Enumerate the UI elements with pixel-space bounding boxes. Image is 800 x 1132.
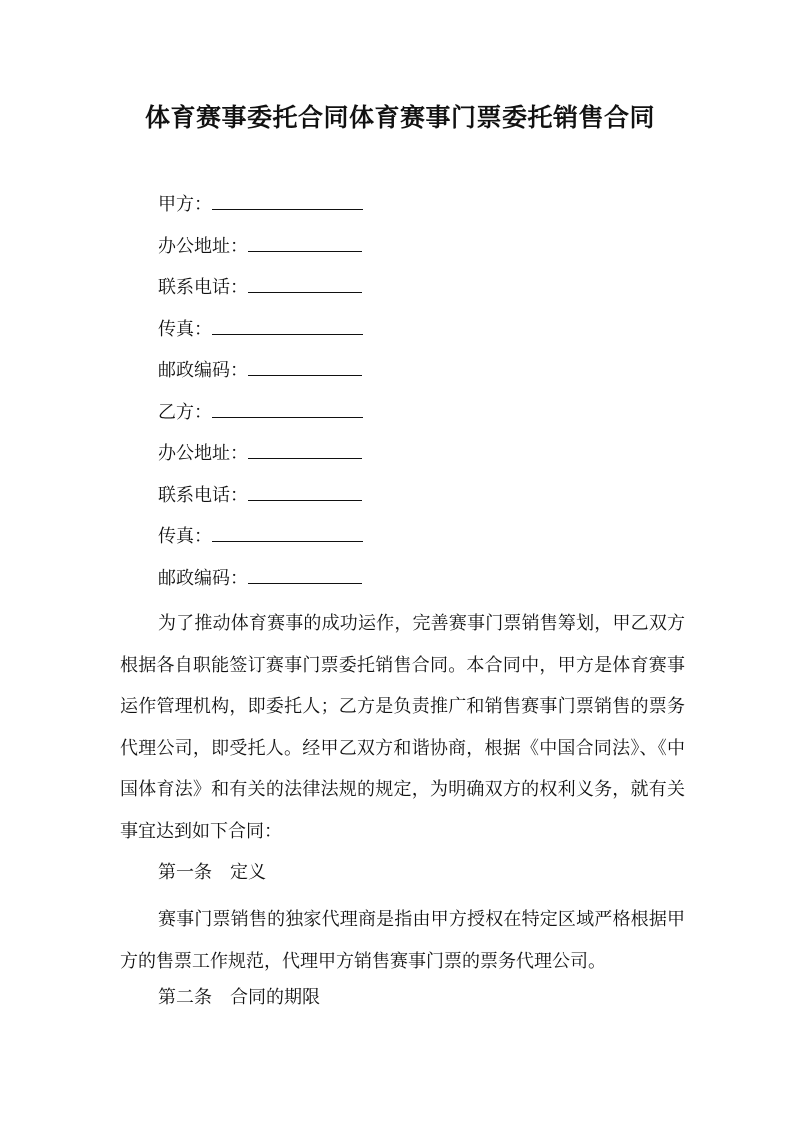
article-1-body: 赛事门票销售的独家代理商是指由甲方授权在特定区域严格根据甲方的售票工作规范，代理甲方销售赛事门票的票务代理公司。 bbox=[120, 909, 685, 972]
party-b-address-label: 办公地址： bbox=[158, 443, 248, 464]
party-b-phone-label: 联系电话： bbox=[158, 484, 248, 506]
party-b-phone-field bbox=[158, 478, 458, 520]
party-a-fax-label: 传真： bbox=[158, 318, 212, 340]
party-a-name-blank bbox=[212, 187, 363, 210]
intro-paragraph: 为了推动体育赛事的成功运作，完善赛事门票销售筹划，甲乙双方根据各自职能签订赛事门票委托销售合同。本合同中，甲方是体育赛事运作管理机构，即委托人；乙方是负责推广和销售赛事门票销售的票务代理公司，即受托人。经甲乙双方和谐协商，根据《中国合同法》、《中国体育法》和有关的法律法规的规定，为明确双方的权利义务，就有关事宜达到如下合同： bbox=[120, 613, 685, 842]
party-b-postcode-field bbox=[158, 561, 458, 603]
party-a-fax-blank bbox=[212, 312, 363, 335]
party-a-address-label: 办公地址： bbox=[158, 235, 248, 257]
article-1-heading: 第一条 定义 bbox=[158, 862, 266, 883]
party-a-fax-field bbox=[158, 312, 458, 354]
article-2-heading: 第二条 合同的期限 bbox=[158, 987, 320, 1008]
party-a-postcode-label: 邮政编码： bbox=[158, 360, 248, 381]
party-b-fax-blank bbox=[212, 519, 363, 542]
party-a-postcode-field bbox=[158, 353, 458, 395]
party-b-postcode-label: 邮政编码： bbox=[158, 567, 248, 589]
party-a-address-blank bbox=[248, 229, 362, 252]
party-a-postcode-blank bbox=[248, 353, 362, 376]
party-a-phone-label: 联系电话： bbox=[158, 277, 248, 298]
party-a-address-field bbox=[158, 229, 458, 271]
party-a-phone-field bbox=[158, 270, 458, 312]
party-a-name-label: 甲方： bbox=[158, 194, 212, 215]
party-a-phone-blank bbox=[248, 270, 362, 293]
party-b-name-field bbox=[158, 395, 458, 437]
party-a-name-field bbox=[158, 187, 458, 229]
party-info-fields bbox=[158, 187, 458, 602]
document-title: 体育赛事委托合同体育赛事门票委托销售合同 bbox=[144, 103, 655, 132]
party-b-postcode-blank bbox=[248, 561, 362, 584]
party-b-fax-field bbox=[158, 519, 458, 561]
party-b-fax-label: 传真： bbox=[158, 526, 212, 547]
party-b-address-field bbox=[158, 436, 458, 478]
party-b-name-label: 乙方： bbox=[158, 401, 212, 423]
intro-section bbox=[120, 603, 685, 852]
party-b-name-blank bbox=[212, 395, 363, 418]
party-b-phone-blank bbox=[248, 478, 362, 501]
article-1-section bbox=[120, 899, 685, 982]
party-b-address-blank bbox=[248, 436, 362, 459]
